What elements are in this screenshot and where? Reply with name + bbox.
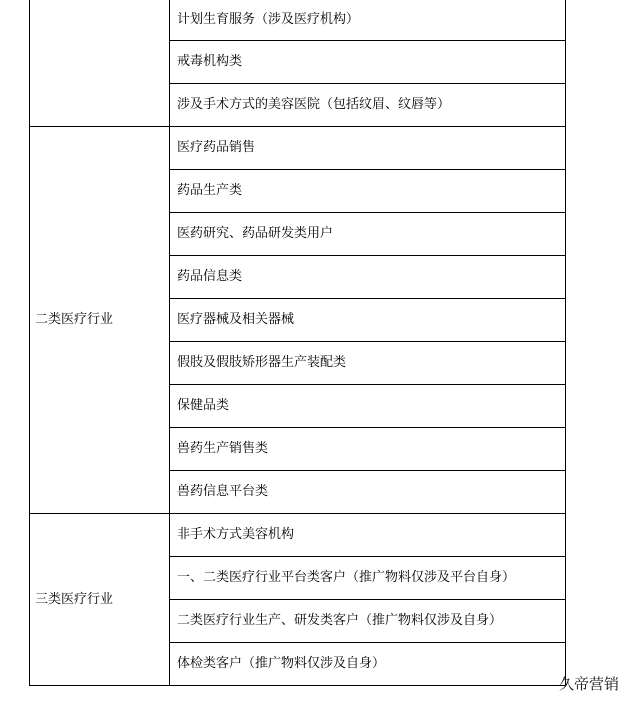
item-cell: 医疗器械及相关器械 (170, 299, 566, 342)
category-cell-class-three: 三类医疗行业 (30, 514, 170, 686)
item-cell: 医疗药品销售 (170, 127, 566, 170)
table-row (30, 0, 566, 41)
item-cell: 一、二类医疗行业平台类客户（推广物料仅涉及平台自身） (170, 557, 566, 600)
table-row (30, 514, 566, 557)
category-cell-class-two: 二类医疗行业 (30, 127, 170, 514)
item-cell: 计划生育服务（涉及医疗机构） (170, 0, 566, 41)
table-row (30, 127, 566, 170)
item-cell: 体检类客户（推广物料仅涉及自身） (170, 643, 566, 686)
item-cell: 非手术方式美容机构 (170, 514, 566, 557)
item-cell: 戒毒机构类 (170, 41, 566, 84)
item-cell: 保健品类 (170, 385, 566, 428)
item-cell: 假肢及假肢矫形器生产装配类 (170, 342, 566, 385)
item-cell: 药品信息类 (170, 256, 566, 299)
watermark-text: 久帝营销 (559, 675, 620, 693)
item-cell: 涉及手术方式的美容医院（包括纹眉、纹唇等） (170, 84, 566, 127)
item-cell: 药品生产类 (170, 170, 566, 213)
item-cell: 兽药生产销售类 (170, 428, 566, 471)
item-cell: 兽药信息平台类 (170, 471, 566, 514)
item-cell: 医药研究、药品研发类用户 (170, 213, 566, 256)
industry-table (29, 0, 566, 686)
item-cell: 二类医疗行业生产、研发类客户（推广物料仅涉及自身） (170, 600, 566, 643)
category-cell (30, 0, 170, 127)
